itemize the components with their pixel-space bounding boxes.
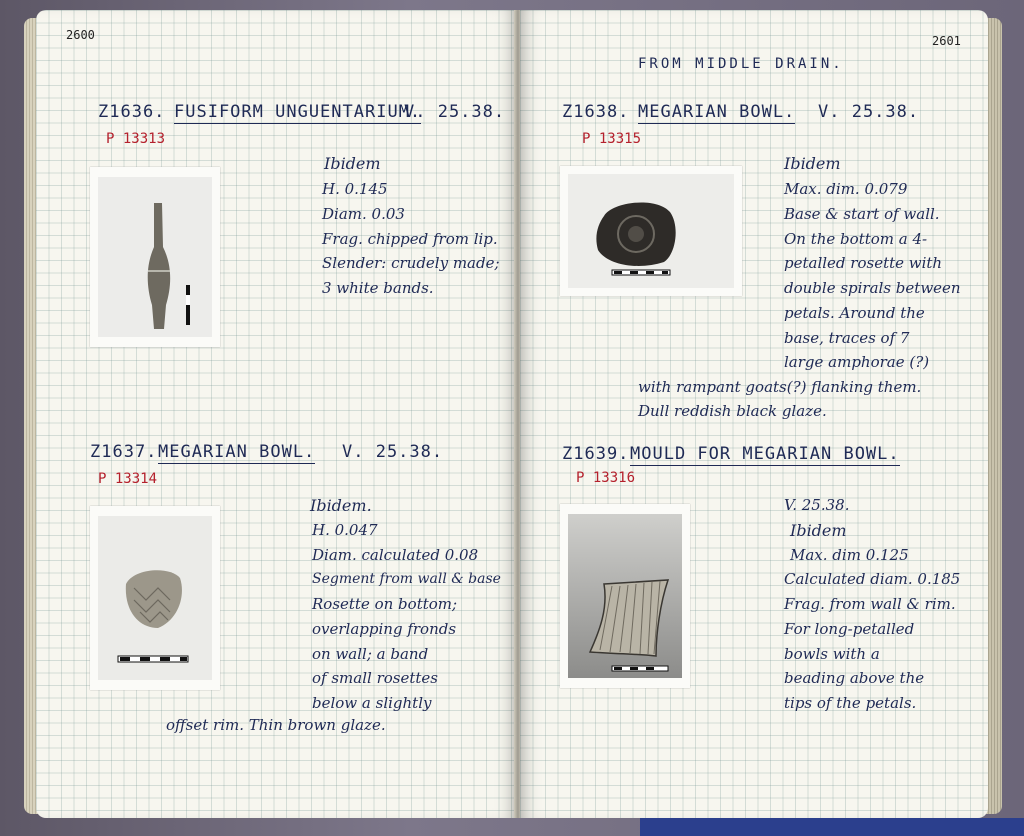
- entry-line: H. 0.145: [322, 180, 388, 198]
- entry-line: Segment from wall & base: [312, 571, 501, 587]
- unguentarium-image: [90, 167, 220, 347]
- p-number: P 13314: [98, 471, 158, 487]
- entry-line: Calculated diam. 0.185: [784, 570, 961, 588]
- entry-title: MEGARIAN BOWL.: [158, 442, 316, 462]
- entry-line: Diam. 0.03: [322, 205, 405, 223]
- page-number-right: 2601: [932, 34, 961, 48]
- entry-line: Max. dim 0.125: [790, 546, 909, 564]
- entry-date: V. 25.38.: [342, 442, 444, 462]
- entry-line: 3 white bands.: [322, 279, 434, 297]
- entry-id: Z1637.: [90, 442, 158, 462]
- entry-line: Ibidem: [790, 521, 847, 540]
- p-number: P 13315: [582, 131, 642, 147]
- entry-line: petalled rosette with: [784, 254, 943, 272]
- entry-line: bowls with a: [784, 645, 880, 663]
- entry-date: V. 25.38.: [818, 102, 920, 122]
- entry-line: tips of the petals.: [784, 694, 917, 712]
- entry-line: Ibidem.: [310, 496, 372, 515]
- cover-cloth: [640, 818, 1024, 836]
- entry-line: on wall; a band: [312, 645, 429, 663]
- entry-line: petals. Around the: [784, 304, 925, 322]
- entry-id: Z1639.: [562, 444, 630, 464]
- entry-line: Frag. from wall & rim.: [784, 595, 956, 613]
- entry-line: Base & start of wall.: [784, 205, 940, 223]
- entry-line: overlapping fronds: [312, 620, 457, 638]
- entry-line: of small rosettes: [312, 669, 438, 687]
- photo-megarian-bowl-1: [90, 506, 220, 690]
- entry-id: Z1638.: [562, 102, 630, 122]
- left-page: [36, 10, 516, 818]
- entry-line: double spirals between: [784, 279, 961, 297]
- entry-line: V. 25.38.: [784, 496, 850, 514]
- entry-date: V. 25.38.: [404, 102, 506, 122]
- entry-line: Frag. chipped from lip.: [322, 230, 498, 248]
- entry-line: below a slightly: [312, 694, 432, 712]
- entry-line: base, traces of 7: [784, 329, 910, 347]
- entry-line: Ibidem: [784, 154, 841, 173]
- entry-line: Max. dim. 0.079: [784, 180, 908, 198]
- entry-line: Dull reddish black glaze.: [638, 402, 827, 420]
- entry-line: Rosette on bottom;: [312, 595, 458, 613]
- p-number: P 13313: [106, 131, 166, 147]
- entry-id: Z1636.: [98, 102, 166, 122]
- entry-line: Diam. calculated 0.08: [312, 546, 479, 564]
- page-number-left: 2600: [66, 28, 95, 42]
- bowl-base-image: [560, 166, 742, 296]
- bowl-fragment-image: [90, 506, 220, 690]
- entry-line: large amphorae (?): [784, 353, 930, 371]
- entry-title: MOULD FOR MEGARIAN BOWL.: [630, 444, 900, 464]
- entry-line: offset rim. Thin brown glaze.: [166, 716, 386, 734]
- right-page: [520, 10, 988, 818]
- entry-line: beading above the: [784, 669, 925, 687]
- photo-mould: [560, 504, 690, 688]
- page-edges-right: [986, 18, 1002, 814]
- mould-fragment-image: [560, 504, 690, 688]
- entry-line: On the bottom a 4-: [784, 230, 928, 248]
- entry-line: For long-petalled: [784, 620, 915, 638]
- page-header: FROM MIDDLE DRAIN.: [638, 56, 844, 72]
- p-number: P 13316: [576, 470, 636, 486]
- entry-line: H. 0.047: [312, 521, 378, 539]
- photo-megarian-bowl-2: [560, 166, 742, 296]
- entry-line: Ibidem: [324, 154, 381, 173]
- entry-line: Slender: crudely made;: [322, 254, 500, 272]
- entry-title: MEGARIAN BOWL.: [638, 102, 796, 122]
- entry-line: with rampant goats(?) flanking them.: [638, 378, 922, 396]
- entry-title: FUSIFORM UNGUENTARIUM.: [174, 102, 422, 122]
- photo-unguentarium: [90, 167, 220, 347]
